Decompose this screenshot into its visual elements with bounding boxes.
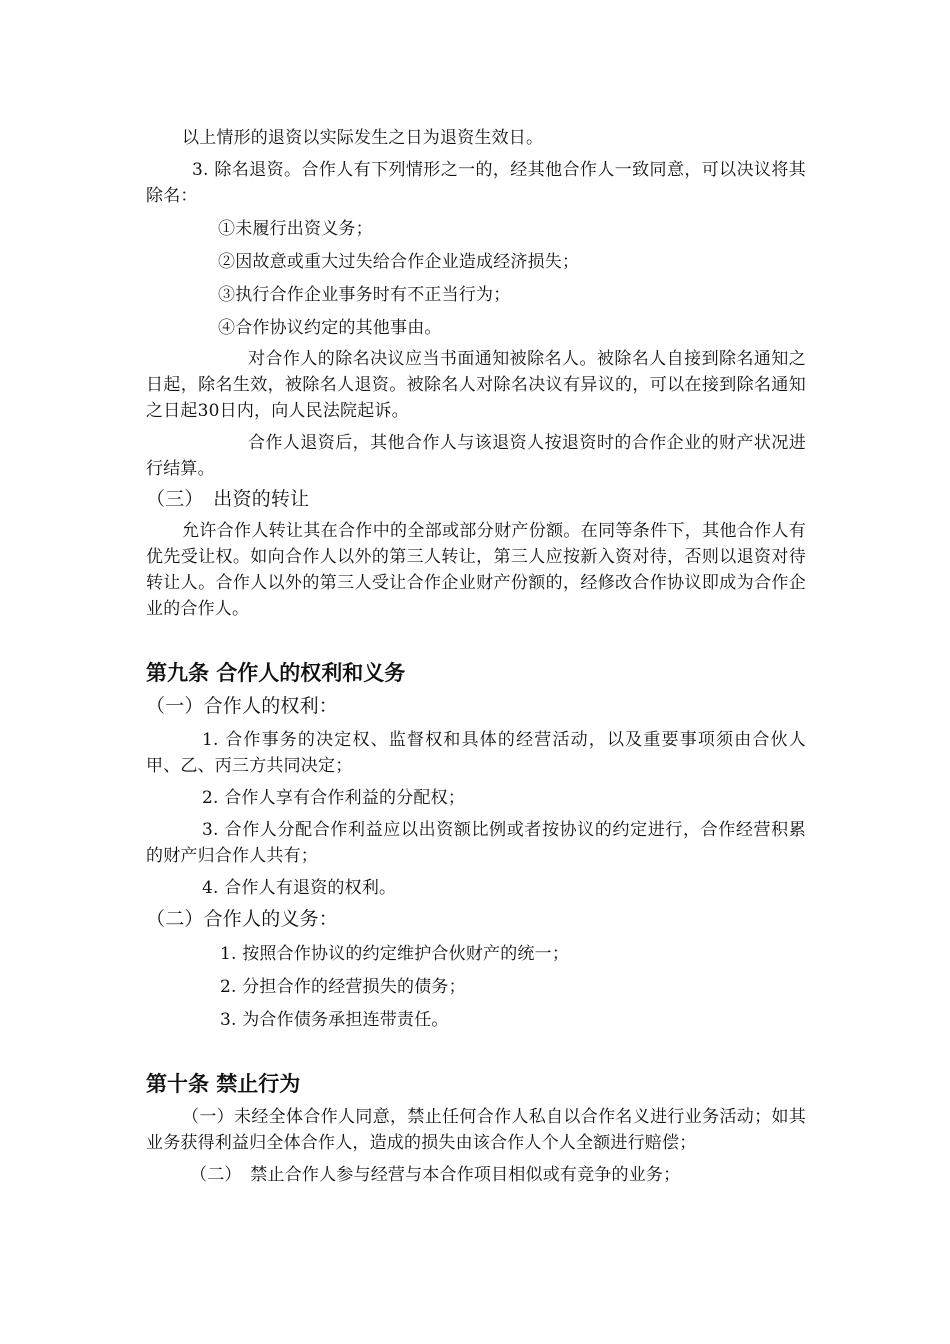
right-item-4: 4. 合作人有退资的权利。 <box>202 878 397 898</box>
removal-item-1: ①未履行出资义务； <box>218 219 373 239</box>
transfer-paragraph: 允许合作人转让其在合作中的全部或部分财产份额。在同等条件下，其他合作人有优先受让权。如向合作人以外的第三人转让，第三人应按新入资对待，否则以退资对待转让人。合作人以外的第三人受让合作企业财产份额的，经修改合作协议即成为合作企业的合作人。 <box>146 521 806 619</box>
removal-item-3: ③执行合作企业事务时有不正当行为； <box>218 285 511 305</box>
right-item-2: 2. 合作人享有合作利益的分配权； <box>202 788 466 808</box>
removal-item-4: ④合作协议约定的其他事由。 <box>218 318 442 338</box>
removal-item-2: ②因故意或重大过失给合作企业造成经济损失； <box>218 252 580 272</box>
duty-item-3: 3. 为合作债务承担连带责任。 <box>220 1010 449 1030</box>
duties-heading: （二）合作人的义务： <box>146 908 339 930</box>
article-10-title: 第十条 禁止行为 <box>146 1072 301 1096</box>
removal-notice-paragraph: 对合作人的除名决议应当书面通知被除名人。被除名人自接到除名通知之日起，除名生效，被除名人退资。被除名人对除名决议有异议的，可以在接到除名通知之日起30日内，向人民法院起诉。 <box>146 349 806 421</box>
transfer-heading: （三） 出资的转让 <box>146 488 310 510</box>
article-9-title: 第九条 合作人的权利和义务 <box>146 661 406 685</box>
prohibition-item-2: （二） 禁止合作人参与经营与本合作项目相似或有竞争的业务； <box>190 1165 681 1185</box>
duty-item-1: 1. 按照合作协议的约定维护合伙财产的统一； <box>220 944 570 964</box>
effective-date-paragraph: 以上情形的退资以实际发生之日为退资生效日。 <box>182 128 544 148</box>
removal-paragraph: 3. 除名退资。合作人有下列情形之一的，经其他合作人一致同意，可以决议将其除名： <box>146 160 806 206</box>
duty-item-2: 2. 分担合作的经营损失的债务； <box>220 977 466 997</box>
settlement-paragraph: 合作人退资后，其他合作人与该退资人按退资时的合作企业的财产状况进行结算。 <box>146 433 806 479</box>
rights-heading: （一）合作人的权利： <box>146 695 339 717</box>
right-item-1: 1. 合作事务的决定权、监督权和具体的经营活动，以及重要事项须由合伙人甲、乙、丙三方共同决定； <box>146 730 806 776</box>
prohibition-item-1: （一）未经全体合作人同意，禁止任何合作人私自以合作名义进行业务活动；如其业务获得利益归全体合作人，造成的损失由该合作人个人全额进行赔偿； <box>146 1107 806 1153</box>
right-item-3: 3. 合作人分配合作利益应以出资额比例或者按协议的约定进行，合作经营积累的财产归合作人共有； <box>146 820 806 866</box>
